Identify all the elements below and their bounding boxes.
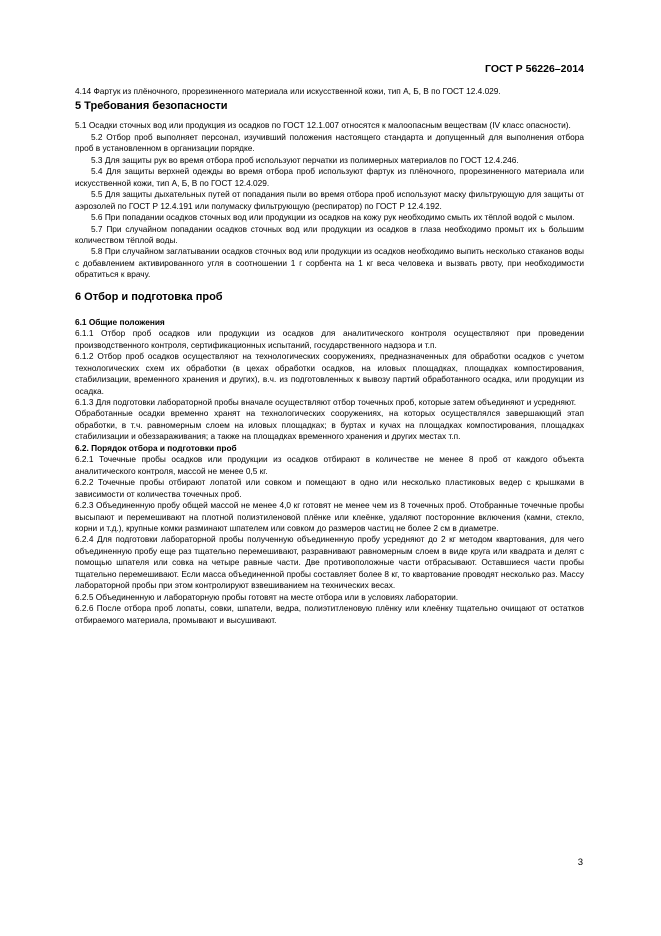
paragraph-6-2-5: 6.2.5 Объединенную и лабораторную пробы готовят на месте отбора или в условиях лаборатории. bbox=[75, 591, 459, 602]
paragraph-5-6: 5.6 При попадании осадков сточных вод или продукции из осадков на кожу рук необходимо смыть их тёплой водой с мылом. bbox=[91, 212, 575, 223]
paragraph-5-3: 5.3 Для защиты рук во время отбора проб используют перчатки из полимерных материалов по ГОСТ 12.4.246. bbox=[91, 154, 519, 165]
subsection-heading-6-1: 6.1 Общие положения bbox=[75, 316, 165, 327]
page-number: 3 bbox=[577, 857, 583, 868]
paragraph-5-2: 5.2 Отбор проб выполняет персонал, изучивший положения настоящего стандарта и допущенный для выполнения отбора проб в установленном в организации порядке. bbox=[75, 131, 584, 154]
document-body bbox=[75, 86, 584, 626]
paragraph-5-4: 5.4 Для защиты верхней одежды во время отбора проб используют фартук из плёночного, прорезиненного материала или искусственной кожи, тип А, Б, В по ГОСТ 12.4.029. bbox=[75, 166, 584, 188]
paragraph-6-2-4: 6.2.4 Для подготовки лабораторной пробы полученную объединенную пробу усредняют до 2 кг методом квартования, для чего объединенную пробу еще раз тщательно перемешивают, разравнивают равномерным слоем в виде круга или квадрата и делят с помощью шпателя или совка на четыре равные части. Две противоположные части отбрасывают. Оставшиеся части пробы тщательно перемешивают. Если масса объединенной пробы составляет более 8 кг, то квартование проводят несколько раз. Массу лабораторной пробы при этом контролируют взвешиванием на технических весах. bbox=[75, 534, 584, 591]
paragraph-4-14: 4.14 Фартук из плёночного, прорезиненного материала или искусственной кожи, тип А, Б, В по ГОСТ 12.4.029. bbox=[75, 86, 501, 96]
standard-header: ГОСТ Р 56226–2014 bbox=[485, 63, 584, 75]
paragraph-storage: Обработанные осадки временно хранят на технологических сооружениях, на которых осуществлялся завершающий этап обработки, в т.ч. равномерным слоем на иловых площадках; в буртах и кучах на площадках компостирования, площадках стабилизации и обеззараживания; а также на площадках временного хранения и других местах т.п. bbox=[75, 408, 584, 442]
section-heading-5: 5 Требования безопасности bbox=[75, 100, 228, 113]
paragraph-5-5: 5.5 Для защиты дыхательных путей от попадания пыли во время отбора проб используют маску фильтрующую для защиты от аэрозолей по ГОСТ Р 12.4.191 или полумаску фильтрующую (респиратор) по ГОСТ Р 12.4.192. bbox=[75, 189, 584, 211]
paragraph-6-2-3: 6.2.3 Объединенную пробу общей массой не менее 4,0 кг готовят не менее чем из 8 точечных проб. Отобранные точечные пробы высыпают и перемешивают на плотной полиэтиленовой плёнке или клеёнке, удаляют посторонние включения (камни, стекло, корни и т.д.), крупные комки разминают шпателем или совком до размеров частиц не более 2 см в диаметре. bbox=[75, 500, 584, 533]
paragraph-6-1-3: 6.1.3 Для подготовки лабораторной пробы вначале осуществляют отбор точечных проб, которые затем объединяют и усредняют. bbox=[75, 396, 577, 407]
paragraph-6-1-1: 6.1.1 Отбор проб осадков или продукции из осадков для аналитического контроля осуществляют при проведении производственного контроля, сертификационных испытаний, государственного надзора и т.п. bbox=[75, 328, 584, 350]
section-heading-6: 6 Отбор и подготовка проб bbox=[75, 290, 223, 303]
paragraph-5-1: 5.1 Осадки сточных вод или продукция из осадков по ГОСТ 12.1.007 относятся к малоопасным веществам (IV класс опасности). bbox=[75, 120, 571, 131]
paragraph-5-8: 5.8 При случайном заглатывании осадков сточных вод или продукции из осадков необходимо выпить несколько стаканов воды с добавлением активированного угля в соотношении 1 г сорбента на 1 кг веса человека и вызвать рвоту, при необходимости обратиться к врачу. bbox=[75, 246, 584, 280]
paragraph-6-2-1: 6.2.1 Точечные пробы осадков или продукции из осадков отбирают в количестве не менее 8 проб от каждого объекта аналитического контроля, массой не менее 0,5 кг. bbox=[75, 454, 584, 476]
paragraph-6-1-2: 6.1.2 Отбор проб осадков осуществляют на технологических сооружениях, предназначенных для обработки осадков с учетом технологических схем их обработки (в цехах обработки осадков, на иловых площадках, площадках компостирования, стабилизации, временного хранения и других), в.ч. из подготовленных к вывозу партий обработанного осадка, или продукции из осадка. bbox=[75, 351, 584, 396]
subsection-heading-6-2: 6.2. Порядок отбора и подготовки проб bbox=[75, 442, 237, 453]
paragraph-6-2-6: 6.2.6 После отбора проб лопаты, совки, шпатели, ведра, полиэтитленовую плёнку или клеёнку тщательно очищают от остатков отбираемого материала, промывают и высушивают. bbox=[75, 603, 584, 625]
paragraph-6-2-2: 6.2.2 Точечные пробы отбирают лопатой или совком и помещают в одно или несколько пластиковых ведер с крышками в зависимости от количества точечных проб. bbox=[75, 477, 584, 499]
paragraph-5-7: 5.7 При случайном попадании осадков сточных вод или продукции из осадков в глаза необходимо промыт их ь большим количеством тёплой воды. bbox=[75, 223, 584, 245]
